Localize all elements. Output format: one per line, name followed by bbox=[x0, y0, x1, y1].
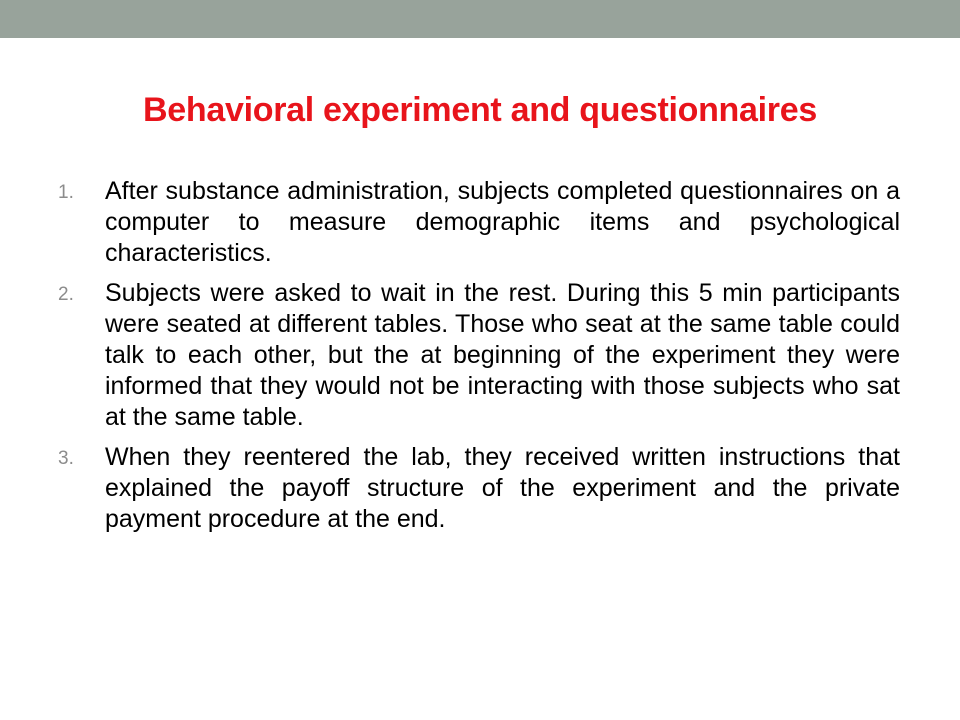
list-item-number: 1. bbox=[58, 182, 74, 203]
numbered-list bbox=[58, 176, 900, 544]
list-item-number: 3. bbox=[58, 448, 74, 469]
top-decorative-bar bbox=[0, 0, 960, 38]
list-item-text: Subjects were asked to wait in the rest. During this 5 min participants were seated at different tables. Those who seat at the same table could talk to each other, but the at beginning of the experiment they were informed that they would not be interacting with those subjects who sat at the same table. bbox=[105, 279, 900, 431]
list-item-number: 2. bbox=[58, 284, 74, 305]
list-item bbox=[58, 442, 900, 535]
slide-title: Behavioral experiment and questionnaires bbox=[143, 91, 817, 129]
list-item bbox=[58, 176, 900, 269]
list-item-text: After substance administration, subjects completed questionnaires on a computer to measure demographic items and psychological characteristics. bbox=[105, 177, 900, 267]
list-item-text: When they reentered the lab, they received written instructions that explained the payoff structure of the experiment and the private payment procedure at the end. bbox=[105, 443, 900, 533]
list-item bbox=[58, 278, 900, 433]
